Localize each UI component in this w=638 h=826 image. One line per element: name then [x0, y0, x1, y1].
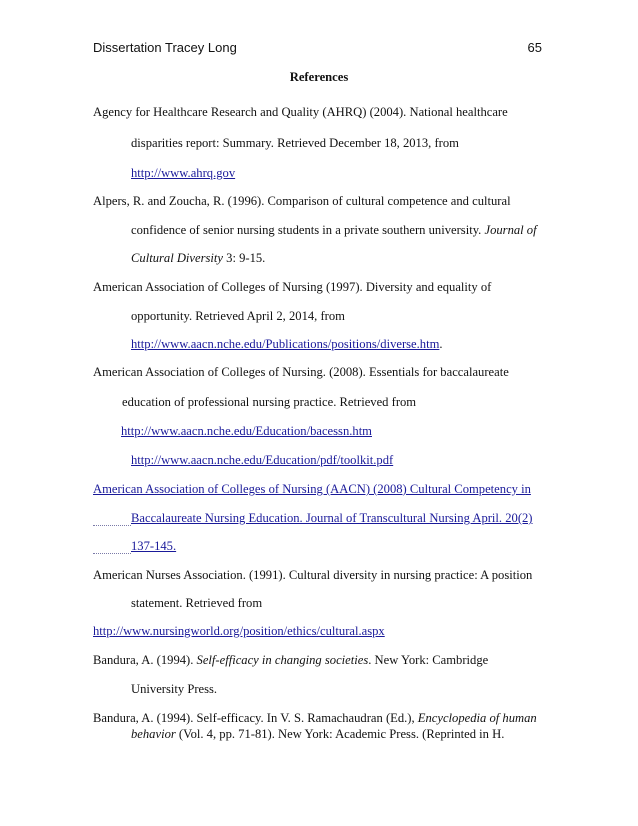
reference-aacn-competency-line1 — [93, 481, 531, 497]
volume-publisher: (Vol. 4, pp. 71-81). New York: Academic Press. (Reprinted in H. — [175, 727, 505, 741]
page-number: 65 — [527, 40, 542, 55]
reference-aacn2008-link2-line — [131, 452, 393, 468]
book-title: Self-efficacy in changing societies — [196, 653, 369, 667]
reference-ana-link-line — [93, 623, 385, 639]
reference-aacn1997-link-line — [131, 336, 443, 352]
ahrq-link[interactable]: http://www.ahrq.gov — [131, 166, 236, 180]
volume-pages: 3: 9-15. — [223, 251, 266, 265]
link-underline-dotted — [93, 553, 131, 554]
aacn-competency-link-end[interactable]: 137-145. — [131, 539, 177, 553]
references-heading: References — [289, 70, 349, 84]
reference-ana-line2: statement. Retrieved from — [131, 596, 263, 610]
reference-aacn1997-line2: opportunity. Retrieved April 2, 2014, from — [131, 309, 345, 323]
aacn-bacessn-link[interactable]: http://www.aacn.nche.edu/Education/bacessn.htm — [121, 424, 372, 438]
journal-title-cont: Cultural Diversity — [131, 251, 223, 265]
reference-bandura2-line1 — [93, 710, 537, 726]
running-head: Dissertation Tracey Long — [93, 40, 237, 55]
reference-ahrq-link-line — [131, 165, 235, 181]
journal-title: Journal of — [484, 223, 537, 237]
reference-bandura1-line2: University Press. — [131, 682, 218, 696]
aacn-competency-link[interactable]: American Association of Colleges of Nursing (AACN) (2008) Cultural Competency in — [93, 482, 531, 496]
reference-aacn-competency-line3 — [131, 538, 176, 554]
reference-alpers-line2 — [131, 222, 537, 238]
reference-aacn2008-line1: American Association of Colleges of Nursing. (2008). Essentials for baccalaureate — [93, 365, 509, 379]
reference-aacn2008-line2: education of professional nursing practice. Retrieved from — [122, 395, 417, 409]
link-underline-dotted — [93, 525, 131, 526]
reference-ahrq-line2: disparities report: Summary. Retrieved December 18, 2013, from — [131, 136, 459, 150]
encyclopedia-title-cont: behavior — [131, 727, 176, 741]
aacn-competency-link-cont[interactable]: Baccalaureate Nursing Education. Journal of Transcultural Nursing April. 20(2) — [131, 511, 533, 525]
page-header — [93, 40, 542, 58]
reference-aacn2008-link1-line — [121, 423, 372, 439]
alpers-text: confidence of senior nursing students in a private southern university. — [131, 223, 485, 237]
reference-ana-line1: American Nurses Association. (1991). Cultural diversity in nursing practice: A position — [93, 568, 533, 582]
reference-aacn-competency-line2 — [131, 510, 533, 526]
reference-aacn1997-line1: American Association of Colleges of Nursing (1997). Diversity and equality of — [93, 280, 492, 294]
encyclopedia-title: Encyclopedia of human — [417, 711, 537, 725]
nursingworld-link[interactable]: http://www.nursingworld.org/position/ethics/cultural.aspx — [93, 624, 385, 638]
reference-alpers-line1: Alpers, R. and Zoucha, R. (1996). Comparison of cultural competence and cultural — [93, 194, 511, 208]
reference-bandura1-line1 — [93, 652, 488, 668]
aacn-diverse-link[interactable]: http://www.aacn.nche.edu/Publications/positions/diverse.htm — [131, 337, 440, 351]
bandura-chapter: Bandura, A. (1994). Self-efficacy. In V. S. Ramachaudran (Ed.), — [93, 711, 418, 725]
reference-alpers-line3 — [131, 250, 265, 266]
reference-ahrq-line1: Agency for Healthcare Research and Quality (AHRQ) (2004). National healthcare — [93, 105, 508, 119]
period: . — [439, 337, 443, 351]
bandura-author: Bandura, A. (1994). — [93, 653, 197, 667]
reference-bandura2-line2 — [131, 726, 504, 742]
publisher: . New York: Cambridge — [368, 653, 489, 667]
aacn-toolkit-link[interactable]: http://www.aacn.nche.edu/Education/pdf/toolkit.pdf — [131, 453, 394, 467]
